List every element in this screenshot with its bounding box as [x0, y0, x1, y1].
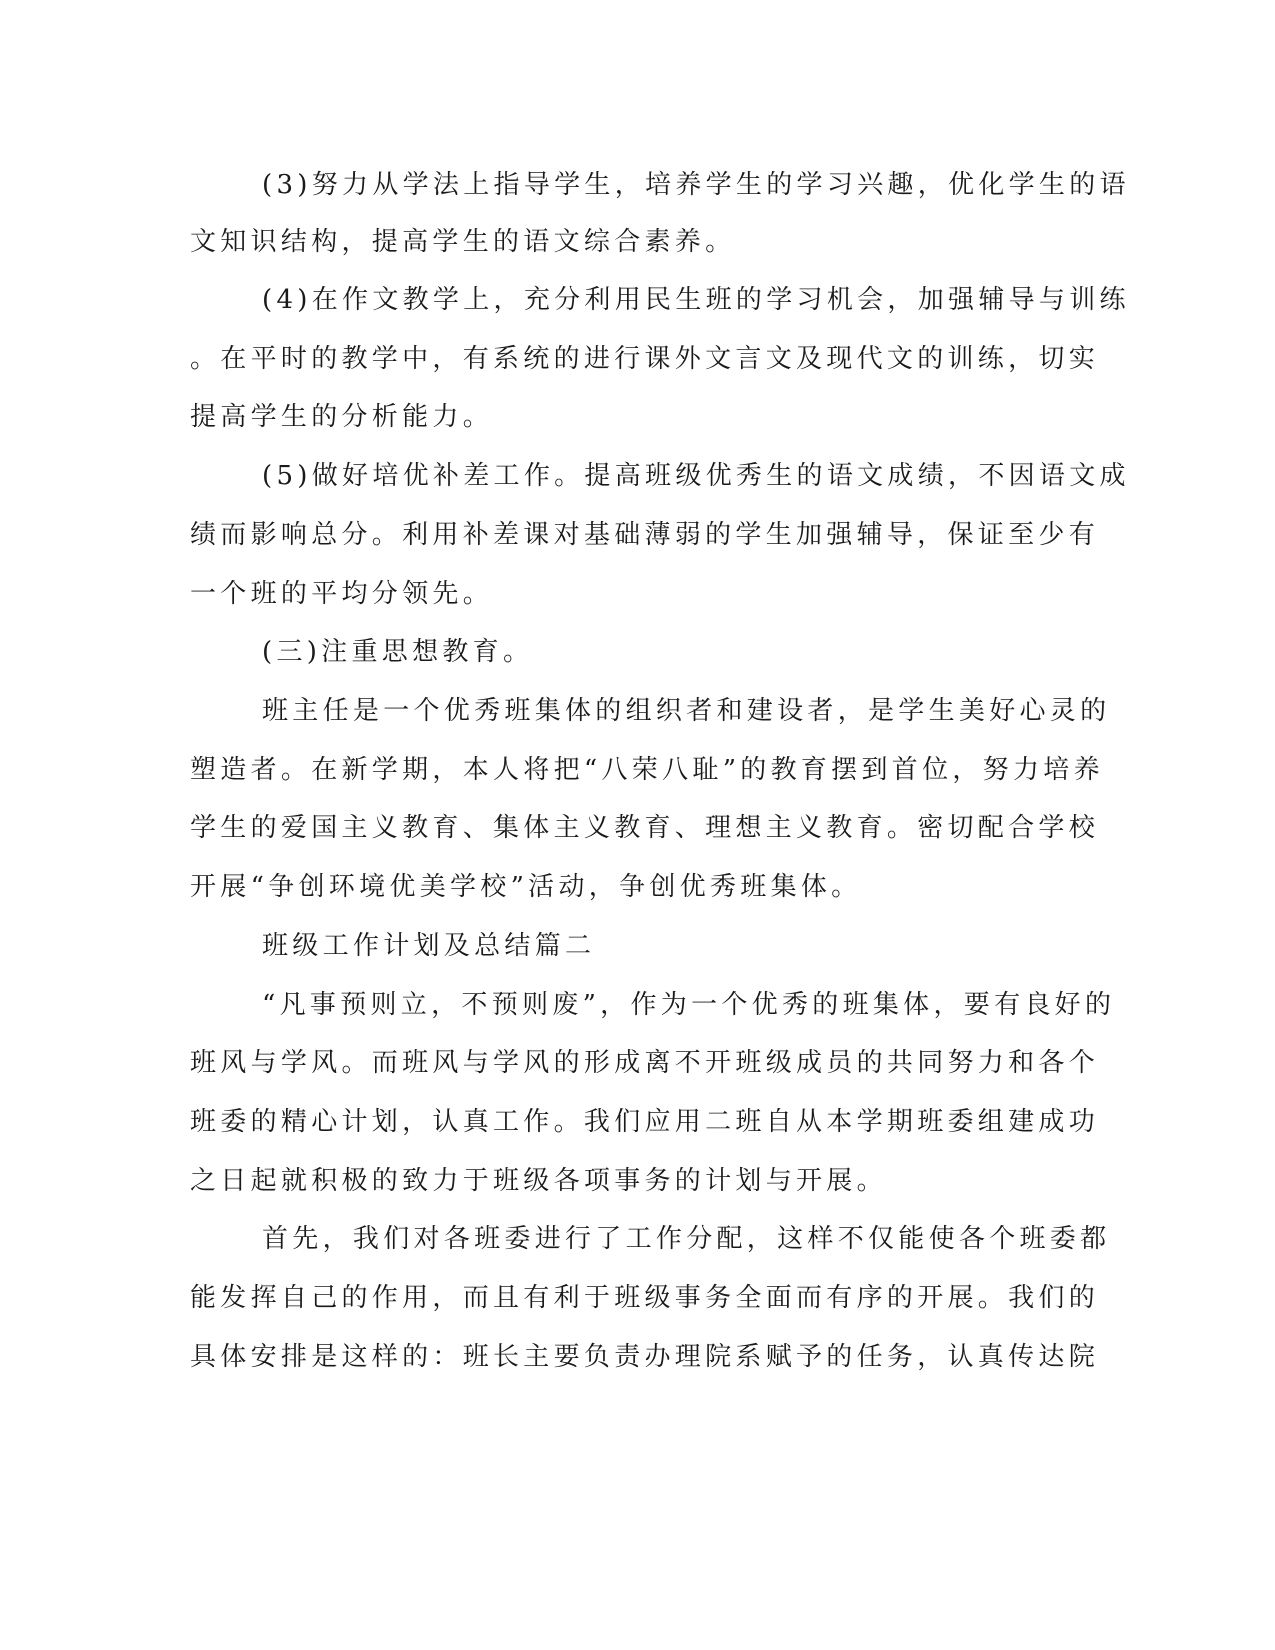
paragraph-line: 之日起就积极的致力于班级各项事务的计划与开展。 [190, 1166, 887, 1196]
paragraph-line: (4)在作文教学上，充分利用民生班的学习机会，加强辅导与训练 [262, 285, 1130, 315]
paragraph-line: 一个班的平均分领先。 [190, 579, 494, 609]
paragraph-line: 能发挥自己的作用，而且有利于班级事务全面而有序的开展。我们的 [190, 1283, 1100, 1313]
paragraph-line: 塑造者。在新学期，本人将把“八荣八耻”的教育摆到首位，努力培养 [190, 755, 1104, 785]
paragraph-line: 具体安排是这样的：班长主要负责办理院系赋予的任务，认真传达院 [190, 1342, 1100, 1372]
paragraph-line: 班委的精心计划，认真工作。我们应用二班自从本学期班委组建成功 [190, 1107, 1100, 1137]
paragraph-line: 学生的爱国主义教育、集体主义教育、理想主义教育。密切配合学校 [190, 813, 1100, 843]
section-title: 班级工作计划及总结篇二 [262, 931, 596, 961]
paragraph-line: 开展“争创环境优美学校”活动，争创优秀班集体。 [190, 872, 862, 902]
paragraph-line: 班风与学风。而班风与学风的形成离不开班级成员的共同努力和各个 [190, 1048, 1100, 1078]
section-heading: (三)注重思想教育。 [262, 637, 534, 667]
paragraph-line: 首先，我们对各班委进行了工作分配，这样不仅能使各个班委都 [262, 1224, 1111, 1254]
paragraph-line: 文知识结构，提高学生的语文综合素养。 [190, 227, 736, 257]
paragraph-line: 。在平时的教学中，有系统的进行课外文言文及现代文的训练，切实 [190, 344, 1100, 374]
paragraph-line: 提高学生的分析能力。 [190, 402, 494, 432]
paragraph-line: “凡事预则立，不预则废”，作为一个优秀的班集体，要有良好的 [262, 990, 1116, 1020]
paragraph-line: (3)努力从学法上指导学生，培养学生的学习兴趣，优化学生的语 [262, 170, 1130, 200]
paragraph-line: 班主任是一个优秀班集体的组织者和建设者，是学生美好心灵的 [262, 696, 1111, 726]
paragraph-line: (5)做好培优补差工作。提高班级优秀生的语文成绩，不因语文成 [262, 461, 1130, 491]
paragraph-line: 绩而影响总分。利用补差课对基础薄弱的学生加强辅导，保证至少有 [190, 520, 1100, 550]
